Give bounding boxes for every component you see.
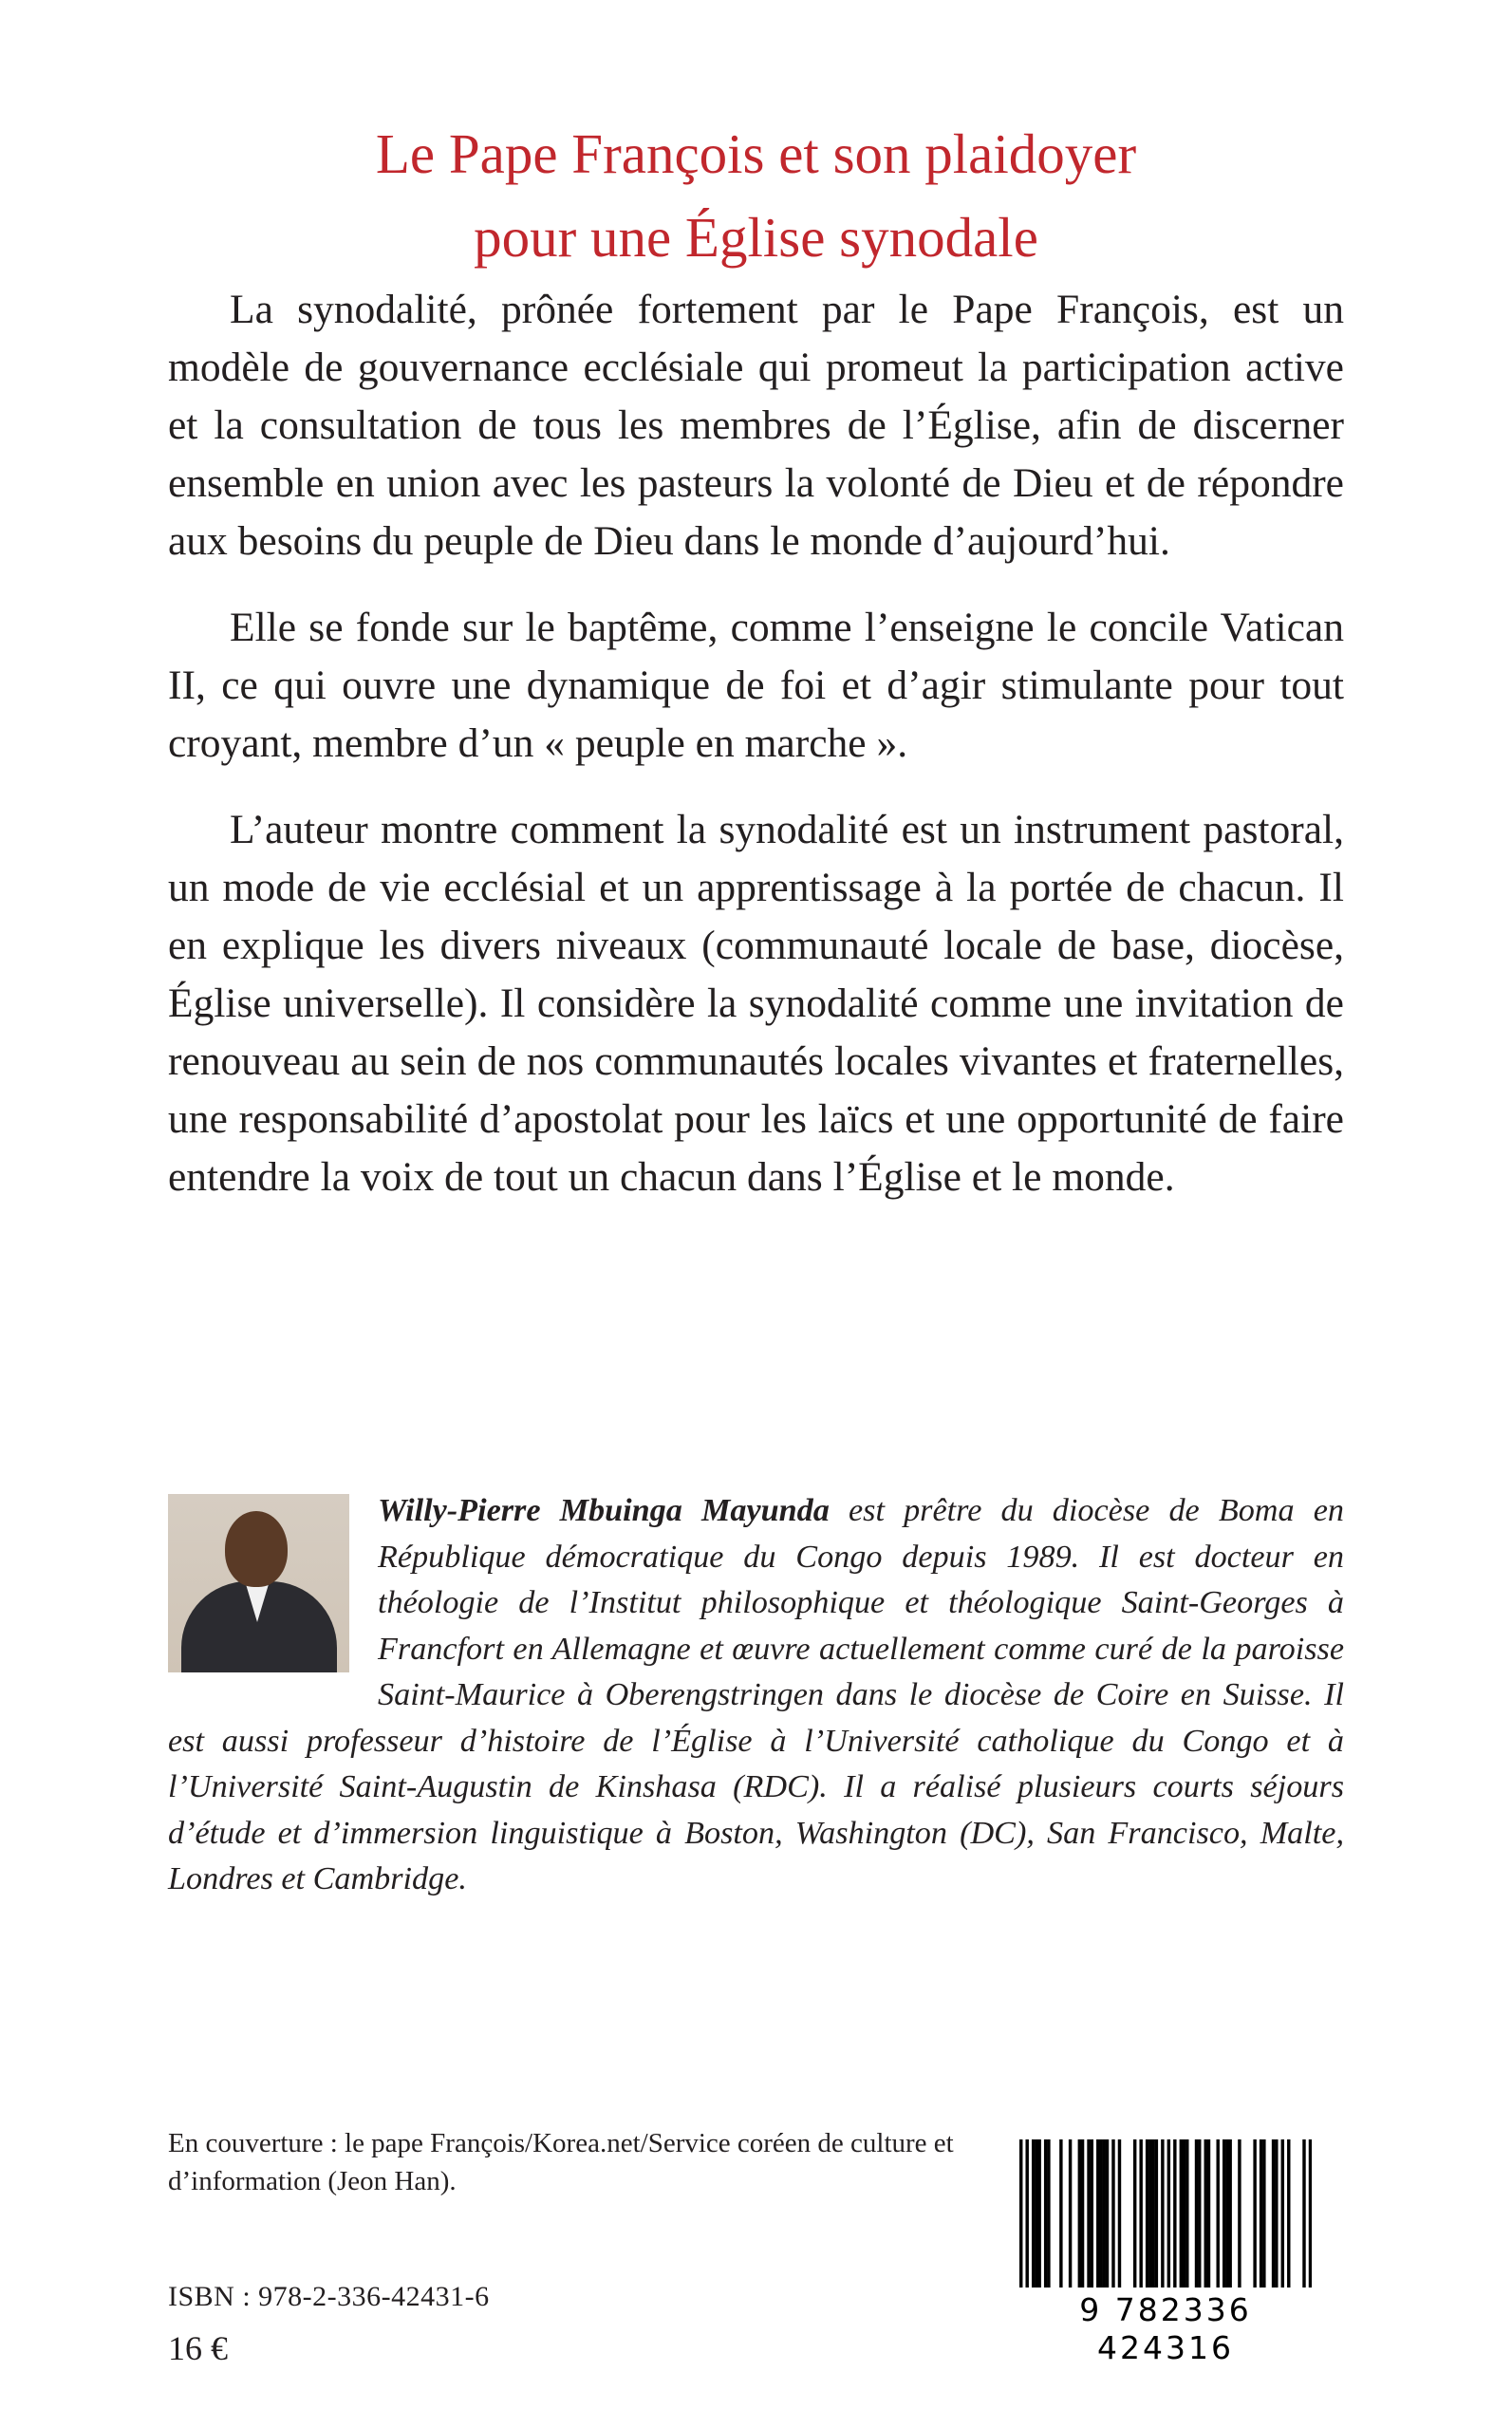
cover-credit: En couverture : le pape François/Korea.net/Service coréen de culture et d’information (Jeon Han). (168, 2128, 954, 2196)
barcode-bar (1078, 2139, 1081, 2291)
barcode-bar (1253, 2139, 1256, 2291)
author-bio-text: est prêtre du diocèse de Boma en République démocratique du Congo depuis 1989. Il est docteur en théologie de l’Institut philosophique et théologique Saint-Georges à Francfort en Allemagne et œuvre actuellement comme curé de la paroisse Saint-Maurice à Oberengstringen dans le diocèse de Coire en Suisse. Il est aussi professeur d’histoire de l’Église à l’Université catholique du Congo et à l’Université Saint-Augustin de Kinshasa (RDC). Il a réalisé plusieurs courts séjours d’étude et d’immersion linguistique à Boston, Washington (DC), San Francisco, Malte, Londres et Cambridge. (168, 1493, 1344, 1896)
barcode-bar (1198, 2139, 1201, 2291)
barcode-bar (1195, 2139, 1198, 2291)
barcode-bar (1262, 2139, 1265, 2291)
barcode-bar (1223, 2139, 1225, 2291)
barcode-bar (1185, 2139, 1188, 2291)
barcode-bar (1032, 2139, 1035, 2291)
barcode-bar (1069, 2139, 1072, 2291)
barcode-bar (1148, 2139, 1151, 2291)
barcode-bar (1059, 2139, 1062, 2291)
title-line-1: Le Pape François et son plaidoyer (375, 122, 1137, 185)
barcode-bar (1133, 2139, 1136, 2291)
barcode-bar (1216, 2139, 1219, 2291)
blurb-paragraph-3: L’auteur montre comment la synodalité est un instrument pastoral, un mode de vie ecclésial et un apprentissage à la portée de chacun. Il en explique les divers niveaux (communauté locale de base, diocèse, Église universelle). Il considère la synodalité comme une invitation de renouveau au sein de nos communautés locales vivantes et fraternelles, une responsabilité d’apostolat pour les laïcs et une opportunité de faire entendre la voix de tout un chacun dans l’Église et le monde. (168, 807, 1344, 1200)
barcode-bar (1287, 2139, 1290, 2291)
isbn: ISBN : 978-2-336-42431-6 (168, 2281, 490, 2312)
barcode-bar (1302, 2139, 1305, 2306)
barcode-bar (1081, 2139, 1084, 2291)
author-bio (168, 1488, 1344, 1903)
barcode-digits: 9 782336 424316 (1019, 2288, 1312, 2367)
barcode-bar (1146, 2139, 1148, 2291)
blurb (168, 281, 1344, 1235)
barcode-bar (1111, 2139, 1114, 2291)
barcode-bar (1309, 2139, 1312, 2306)
barcode-bar (1044, 2139, 1047, 2291)
title-line-2: pour une Église synodale (474, 206, 1038, 269)
barcode-bar (1272, 2139, 1275, 2291)
barcode-bar (1091, 2139, 1093, 2291)
barcode-bar (1151, 2139, 1154, 2291)
barcode-bar (1155, 2139, 1158, 2291)
barcode-bar (1139, 2139, 1142, 2291)
book-title (168, 112, 1344, 279)
author-name: Willy-Pierre Mbuinga Mayunda (378, 1493, 830, 1528)
barcode-bar (1099, 2139, 1102, 2291)
barcode-bar (1037, 2139, 1040, 2291)
barcode-bar (1103, 2139, 1106, 2291)
barcode-bar (1173, 2139, 1176, 2291)
barcode-bar (1260, 2139, 1262, 2291)
blurb-paragraph-2: Elle se fonde sur le baptême, comme l’enseigne le concile Vatican II, ce qui ouvre une dynamique de foi et d’agir stimulante pour tout croyant, membre d’un « peuple en marche ». (168, 605, 1344, 766)
barcode-bar (1087, 2139, 1090, 2291)
barcode-bar (1096, 2139, 1099, 2291)
barcode-bar (1047, 2139, 1050, 2291)
barcode-bar (1025, 2139, 1028, 2306)
barcode-bar (1238, 2139, 1241, 2291)
barcode-bar (1167, 2139, 1170, 2306)
barcode-bar (1118, 2139, 1121, 2291)
barcode-bar (1019, 2139, 1022, 2306)
barcode-bar (1106, 2139, 1109, 2291)
barcode-bar (1204, 2139, 1207, 2291)
blurb-paragraph-1: La synodalité, prônée fortement par le Pape François, est un modèle de gouvernance ecclésiale qui promeut la participation active et la consultation de tous les membres de l’Église, afin de discerner ensemble en union avec les pasteurs la volonté de Dieu et de répondre aux besoins du peuple de Dieu dans le monde d’aujourd’hui. (168, 287, 1344, 564)
barcode-bar (1161, 2139, 1164, 2306)
barcode-bar (1180, 2139, 1183, 2291)
author-photo (168, 1494, 349, 1672)
barcode-bar (1225, 2139, 1228, 2291)
price: 16 € (168, 2329, 228, 2367)
barcode-bar (1035, 2139, 1037, 2291)
barcode-bar (1207, 2139, 1210, 2291)
barcode-bar (1228, 2139, 1231, 2291)
barcode-bar (1183, 2139, 1185, 2291)
barcode-bar (1275, 2139, 1278, 2291)
barcode-bar (1281, 2139, 1284, 2291)
